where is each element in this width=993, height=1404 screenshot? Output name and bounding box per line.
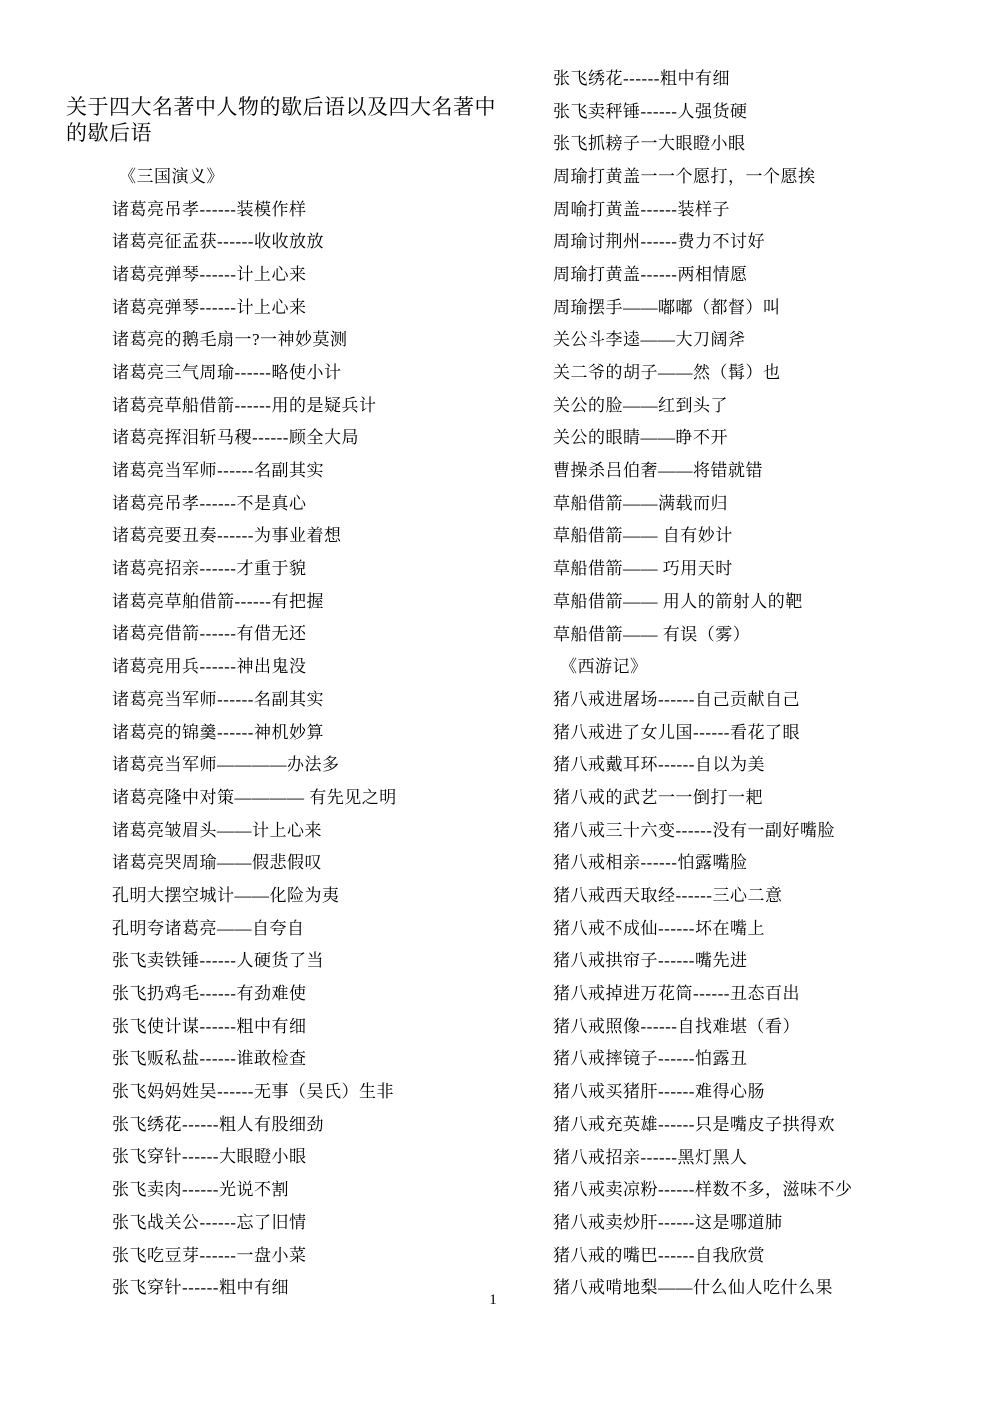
saying-line: 猪八戒照像------自找难堪（看） xyxy=(553,1016,800,1036)
saying-line: 诸葛亮吊孝------装模作样 xyxy=(112,199,307,219)
saying-line: 诸葛亮弹琴------计上心来 xyxy=(112,264,307,284)
saying-line: 张飞吃豆芽------一盘小菜 xyxy=(112,1245,307,1265)
saying-line: 诸葛亮挥泪斩马稷------顾全大局 xyxy=(112,428,359,448)
saying-line: 猪八戒摔镜子------怕露丑 xyxy=(553,1049,748,1069)
saying-line: 诸葛亮皱眉头——计上心来 xyxy=(112,820,322,840)
saying-line: 猪八戒啃地梨——什么仙人吃什么果 xyxy=(553,1278,833,1298)
saying-line: 诸葛亮草舶借箭------有把握 xyxy=(112,591,324,611)
saying-line: 张飞抓耪子一大眼瞪小眼 xyxy=(553,134,746,154)
saying-line: 诸葛亮吊孝------不是真心 xyxy=(112,493,307,513)
saying-line: 周瑜打黄盖------两相情愿 xyxy=(553,264,748,284)
saying-line: 诸葛亮当军师------名副其实 xyxy=(112,689,324,709)
saying-line: 关公的脸——红到头了 xyxy=(553,395,728,415)
saying-line: 诸葛亮隆中对策———— 有先见之明 xyxy=(112,787,397,807)
saying-line: 张飞卖肉------光说不割 xyxy=(112,1180,289,1200)
saying-line: 张飞扔鸡毛------有劲难使 xyxy=(112,984,307,1004)
saying-line: 周瑜摆手——嘟嘟（都督）叫 xyxy=(553,297,781,317)
saying-line: 诸葛亮借箭------有借无还 xyxy=(112,624,307,644)
saying-line: 张飞绣花------粗中有细 xyxy=(553,68,730,88)
saying-line: 张飞绣花------粗人有股细劲 xyxy=(112,1114,324,1134)
saying-line: 猪八戒拱帘子------嘴先进 xyxy=(553,951,748,971)
saying-line: 猪八戒卖炒肝------这是哪道肺 xyxy=(553,1212,783,1232)
saying-line: 张飞穿针------粗中有细 xyxy=(112,1278,289,1298)
saying-line: 猪八戒的嘴巴------自我欣赏 xyxy=(553,1245,765,1265)
saying-line: 猪八戒进屠场------自己贡献自己 xyxy=(553,689,800,709)
saying-line: 张飞穿针------大眼瞪小眼 xyxy=(112,1147,307,1167)
saying-line: 关二爷的胡子——然（髯）也 xyxy=(553,363,781,383)
saying-line: 诸葛亮当军师------名副其实 xyxy=(112,461,324,481)
saying-line: 猪八戒西天取经------三心二意 xyxy=(553,886,783,906)
saying-line: 草船借箭——满载而归 xyxy=(553,493,728,513)
saying-line: 周瑜打黄盖一一个愿打，一个愿挨 xyxy=(553,166,816,186)
saying-line: 猪八戒进了女儿国------看花了眼 xyxy=(553,722,800,742)
saying-line: 诸葛亮草船借箭------用的是疑兵计 xyxy=(112,395,377,415)
saying-line: 张飞使计谋------粗中有细 xyxy=(112,1016,307,1036)
saying-line: 曹操杀吕伯奢——将错就错 xyxy=(553,461,763,481)
saying-line: 猪八戒三十六变------没有一副好嘴脸 xyxy=(553,820,835,840)
saying-line: 孔明大摆空城计——化险为夷 xyxy=(112,885,340,905)
saying-line: 关公斗李逵——大刀阔斧 xyxy=(553,330,746,350)
saying-line: 诸葛亮的锦羹------神机妙算 xyxy=(112,722,324,742)
saying-line: 周瑜讨荆州------费力不讨好 xyxy=(553,232,765,252)
saying-line: 猪八戒买猪肝------难得心肠 xyxy=(553,1082,765,1102)
saying-line: 诸葛亮要丑奏------为事业着想 xyxy=(112,526,342,546)
right-column xyxy=(553,60,988,1302)
saying-line: 猪八戒招亲------黑灯黑人 xyxy=(553,1147,748,1167)
saying-line: 猪八戒相亲------怕露嘴脸 xyxy=(553,853,748,873)
saying-line: 诸葛亮征孟获------收收放放 xyxy=(112,232,324,252)
saying-line: 诸葛亮招亲------才重于貌 xyxy=(112,559,307,579)
left-column xyxy=(112,158,542,1302)
section-heading: 《西游记》 xyxy=(560,657,648,677)
saying-line: 诸葛亮哭周瑜——假悲假叹 xyxy=(112,853,322,873)
saying-line: 张飞卖秤锤------人强货硬 xyxy=(553,101,748,121)
saying-line: 猪八戒的武艺一一倒打一耙 xyxy=(553,787,763,807)
saying-line: 猪八戒卖凉粉------样数不多，滋味不少 xyxy=(553,1180,853,1200)
saying-line: 张飞卖铁锤------人硬货了当 xyxy=(112,951,324,971)
saying-line: 诸葛亮当军师————办法多 xyxy=(112,755,340,775)
saying-line: 诸葛亮用兵------神出鬼没 xyxy=(112,657,307,677)
section-heading: 《三国演义》 xyxy=(119,166,224,186)
saying-line: 猪八戒戴耳环------自以为美 xyxy=(553,755,765,775)
saying-line: 草船借箭—— 有误（雾） xyxy=(553,624,751,644)
saying-line: 猪八戒不成仙------坏在嘴上 xyxy=(553,918,765,938)
saying-line: 关公的眼睛——睁不开 xyxy=(553,428,728,448)
document-title: 关于四大名著中人物的歇后语以及四大名著中的歇后语 xyxy=(66,95,496,145)
saying-line: 草船借箭—— 用人的箭射人的靶 xyxy=(553,591,803,611)
saying-line: 猪八戒充英雄------只是嘴皮子拱得欢 xyxy=(553,1114,835,1134)
page-number: 1 xyxy=(489,1292,497,1308)
saying-line: 草船借箭—— 巧用天时 xyxy=(553,559,733,579)
saying-line: 诸葛亮的鹅毛扇一?一神妙莫测 xyxy=(112,330,348,350)
saying-line: 张飞战关公------忘了旧情 xyxy=(112,1212,307,1232)
saying-line: 草船借箭—— 自有妙计 xyxy=(553,526,733,546)
saying-line: 诸葛亮三气周瑜------略使小计 xyxy=(112,362,342,382)
saying-line: 猪八戒掉进万花筒------丑态百出 xyxy=(553,984,800,1004)
saying-line: 孔明夸诸葛亮——自夸自 xyxy=(112,918,305,938)
saying-line: 诸葛亮弹琴------计上心来 xyxy=(112,297,307,317)
saying-line: 张飞贩私盐------谁敢检查 xyxy=(112,1049,307,1069)
saying-line: 周喻打黄盖------装样子 xyxy=(553,199,730,219)
saying-line: 张飞妈妈姓吴------无事（吴氏）生非 xyxy=(112,1082,394,1102)
